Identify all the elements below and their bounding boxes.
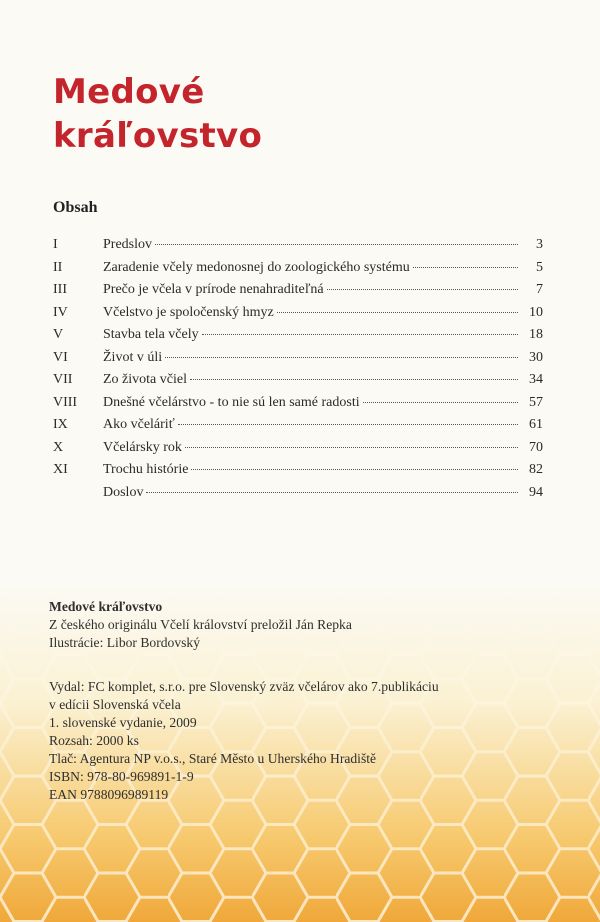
toc-entry-title: Predslov <box>103 237 152 252</box>
toc-entry-title: Prečo je včela v prírode nenahraditeľná <box>103 282 324 297</box>
toc-leader-dots <box>202 334 518 335</box>
toc-entry <box>53 372 543 395</box>
toc-entry-title: Včelársky rok <box>103 439 182 455</box>
imprint-illustrations: Ilustrácie: Libor Bordovský <box>49 635 201 650</box>
toc-leader-dots <box>191 469 518 470</box>
imprint-isbn: ISBN: 978-80-969891-1-9 <box>49 769 194 784</box>
toc-entry <box>53 395 543 418</box>
toc-heading: Obsah <box>53 199 98 216</box>
toc-leader-dots <box>327 289 518 290</box>
toc-entry-page: 70 <box>529 439 543 455</box>
toc-entry-page: 34 <box>529 372 543 387</box>
imprint-translation: Z českého originálu Včelí království preložil Ján Repka <box>49 617 352 632</box>
toc-entry-title: Stavba tela včely <box>103 327 199 342</box>
toc-entry <box>53 282 543 305</box>
toc-leader-dots <box>413 267 518 268</box>
toc-entry-title: Včelstvo je spoločenský hmyz <box>103 304 274 320</box>
toc-entry-page: 61 <box>529 417 543 432</box>
imprint-spacer <box>49 652 569 678</box>
toc-entry-number: VII <box>53 372 73 387</box>
imprint-publisher: Vydal: FC komplet, s.r.o. pre Slovenský zväz včelárov ako 7.publikáciu <box>49 679 439 694</box>
toc-entry-number: III <box>53 282 67 297</box>
toc-entry-page: 57 <box>529 394 543 410</box>
book-title <box>53 70 262 158</box>
toc-entry-number: IV <box>53 304 68 320</box>
imprint-edition-series: v edícii Slovenská včela <box>49 697 181 712</box>
toc-entry-page: 7 <box>536 282 543 297</box>
table-of-contents <box>53 237 543 507</box>
toc-entry-page: 18 <box>529 327 543 342</box>
imprint-book-title: Medové kráľovstvo <box>49 599 163 614</box>
toc-entry-number: IX <box>53 417 68 432</box>
toc-entry <box>53 440 543 463</box>
toc-entry-number: XI <box>53 462 68 477</box>
toc-entry-title: Ako včeláriť <box>103 417 175 432</box>
imprint-print-run: Rozsah: 2000 ks <box>49 733 139 748</box>
toc-leader-dots <box>146 492 518 493</box>
toc-entry-title: Dnešné včelárstvo - to nie sú len samé radosti <box>103 394 360 410</box>
toc-entry-page: 3 <box>536 237 543 252</box>
toc-entry <box>53 462 543 485</box>
toc-entry-number: X <box>53 439 64 455</box>
toc-entry <box>53 417 543 440</box>
imprint-edition: 1. slovenské vydanie, 2009 <box>49 715 197 730</box>
toc-entry-page: 30 <box>529 349 543 365</box>
toc-entry-page: 10 <box>529 304 543 320</box>
toc-entry-number: VIII <box>53 394 78 410</box>
toc-entry-page: 82 <box>529 462 543 477</box>
imprint-ean: EAN 9788096989119 <box>49 787 169 802</box>
toc-entry-number: V <box>53 327 64 342</box>
toc-entry-title: Zaradenie včely medonosnej do zoologického systému <box>103 259 410 275</box>
book-title-line2: kráľovstvo <box>53 116 263 156</box>
toc-entry-number: I <box>53 237 58 252</box>
toc-entry-title: Život v úli <box>103 349 163 365</box>
toc-leader-dots <box>165 357 518 358</box>
imprint-block <box>49 598 569 804</box>
toc-entry <box>53 237 543 260</box>
toc-leader-dots <box>363 402 518 403</box>
toc-leader-dots <box>185 447 518 448</box>
toc-entry <box>53 350 543 373</box>
toc-entry-number: II <box>53 259 63 275</box>
toc-entry-title: Zo života včiel <box>103 372 187 387</box>
toc-entry <box>53 305 543 328</box>
toc-entry-number: VI <box>53 349 68 365</box>
toc-leader-dots <box>190 379 518 380</box>
book-title-line1: Medové <box>53 72 205 112</box>
toc-entry-title: Trochu histórie <box>103 462 189 477</box>
toc-leader-dots <box>277 312 518 313</box>
toc-entry-title: Doslov <box>103 484 144 500</box>
toc-entry <box>53 260 543 283</box>
toc-entry-page: 5 <box>536 259 543 275</box>
toc-entry <box>53 327 543 350</box>
toc-leader-dots <box>178 424 518 425</box>
imprint-printer: Tlač: Agentura NP v.o.s., Staré Město u Uherského Hradiště <box>49 751 377 766</box>
toc-entry <box>53 485 543 508</box>
toc-entry-page: 94 <box>529 484 543 500</box>
toc-leader-dots <box>155 244 518 245</box>
